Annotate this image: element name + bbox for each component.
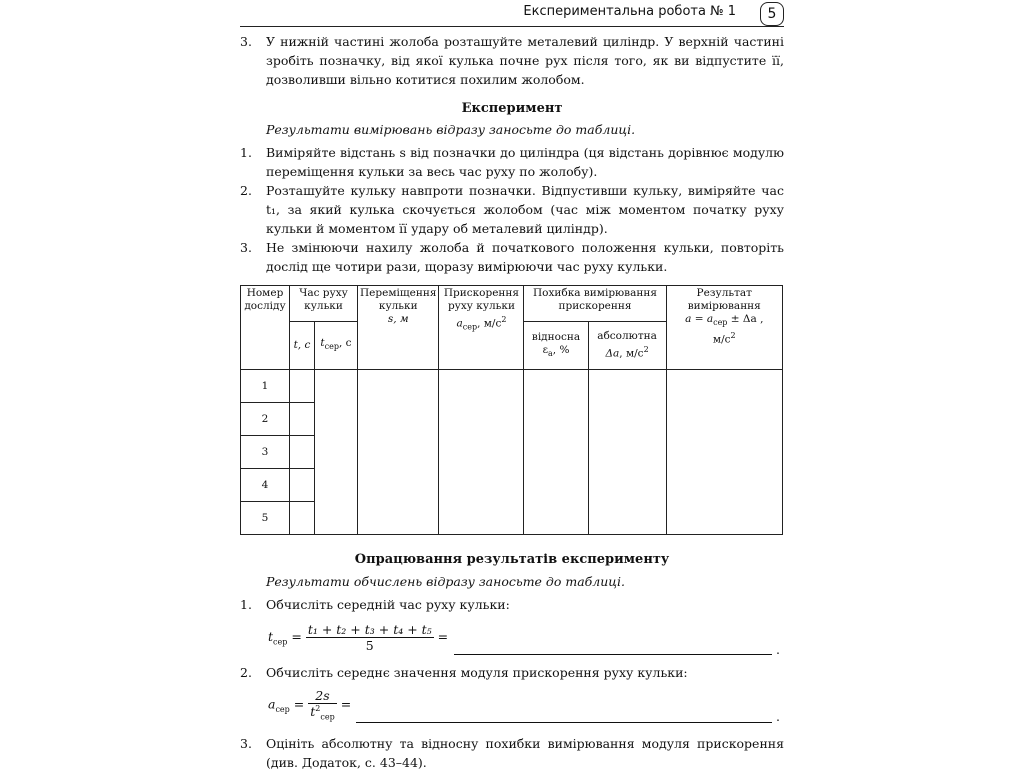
formula1-numerator: t₁ + t₂ + t₃ + t₄ + t₅ bbox=[307, 622, 432, 637]
results-table bbox=[240, 285, 783, 535]
col-result-header bbox=[666, 286, 782, 370]
step-text: Обчисліть середній час руху кульки: bbox=[266, 597, 510, 612]
page-number-badge: 5 bbox=[760, 2, 784, 26]
accel-sq: 2 bbox=[501, 315, 507, 324]
table-row bbox=[241, 370, 783, 403]
col-t-header bbox=[290, 322, 315, 370]
col-time-header: Час руху кульки bbox=[290, 286, 358, 322]
col-displacement-header bbox=[358, 286, 439, 370]
step-text: Розташуйте кульку навпроти позначки. Відпустивши кульку, виміряйте час t₁, за який кулька скочується жолобом (час між моментом початку руху кульки й моментом її удару об металевий циліндр). bbox=[266, 183, 784, 236]
formula1-eq: = bbox=[291, 629, 302, 644]
col-accel-header bbox=[439, 286, 524, 370]
step-number: 3. bbox=[240, 736, 252, 751]
row-number: 3 bbox=[241, 436, 290, 469]
row-number: 4 bbox=[241, 469, 290, 502]
displacement-label: Переміщення кульки bbox=[360, 287, 437, 312]
answer-line-2[interactable] bbox=[356, 722, 772, 723]
tavg-sub: сер bbox=[324, 342, 339, 352]
step-text: У нижній частині жолоба розташуйте металевий циліндр. У верхній частині зробіть позначку, від якої кулька почне рух після того, як ви відпустите її, дозволивши вільно котитися похилим жолобом. bbox=[266, 34, 784, 87]
result-sq: 2 bbox=[730, 331, 736, 341]
formula2-lhs: a bbox=[268, 696, 276, 712]
t-label: t, с bbox=[293, 339, 311, 351]
formula-average-time bbox=[268, 622, 448, 653]
formula1-lhs-sub: сер bbox=[273, 637, 288, 647]
answer-dot-2: . bbox=[776, 709, 780, 724]
cell-rel-error[interactable] bbox=[524, 370, 588, 535]
cell-t[interactable] bbox=[290, 469, 315, 502]
step-number: 2. bbox=[240, 183, 252, 198]
step-number: 2. bbox=[240, 665, 252, 680]
cell-accel[interactable] bbox=[439, 370, 524, 535]
accel-sub: сер bbox=[462, 322, 478, 332]
processing-step-3 bbox=[240, 734, 784, 772]
cell-result[interactable] bbox=[666, 370, 782, 535]
formula2-lhs-sub: сер bbox=[275, 704, 290, 714]
cell-t[interactable] bbox=[290, 502, 315, 535]
abs-sq: 2 bbox=[643, 345, 649, 355]
tavg-unit: , с bbox=[338, 337, 352, 350]
cell-t[interactable] bbox=[290, 370, 315, 403]
result-formula-a: a = a bbox=[685, 313, 714, 325]
formula-average-accel bbox=[268, 688, 351, 722]
processing-step-2 bbox=[240, 663, 784, 682]
formula1-denominator: 5 bbox=[365, 638, 374, 653]
col-error-header: Похибка вимірювання прискорення bbox=[524, 286, 666, 322]
accel-sym: a bbox=[456, 317, 463, 330]
cell-abs-error[interactable] bbox=[588, 370, 666, 535]
rel-label: відносна bbox=[531, 330, 581, 343]
formula2-eq2: = bbox=[340, 696, 352, 712]
displacement-unit: s, м bbox=[387, 313, 409, 325]
formula2-den-sym: t bbox=[310, 704, 316, 720]
formula1-lhs: t bbox=[268, 629, 274, 644]
abs-unit: , м/с bbox=[619, 347, 644, 360]
abs-label: абсолютна bbox=[597, 330, 657, 343]
accel-label: Прискорення руху кульки bbox=[443, 287, 520, 312]
experiment-step-1 bbox=[240, 143, 784, 181]
page-header bbox=[240, 0, 784, 27]
accel-unit: , м/с bbox=[477, 317, 502, 330]
tavg-sym: t bbox=[320, 337, 325, 350]
formula2-denominator bbox=[308, 704, 336, 722]
col-abs-header bbox=[588, 322, 666, 370]
step-text: Оцініть абсолютну та відносну похибки вимірювання модуля прискорення (див. Додаток, с. 43–44). bbox=[266, 736, 784, 770]
experiment-step-2 bbox=[240, 181, 784, 238]
result-label: Результат вимірювання bbox=[687, 287, 761, 312]
cell-displacement[interactable] bbox=[358, 370, 439, 535]
step-text: Не змінюючи нахилу жолоба й початкового положення кульки, повторіть дослід ще чотири рази, щоразу вимірюючи час руху кульки. bbox=[266, 240, 784, 274]
experiment-heading: Експеримент bbox=[461, 101, 563, 116]
processing-note: Результати обчислень відразу заносьте до таблиці. bbox=[266, 574, 625, 589]
rel-unit: , % bbox=[552, 343, 570, 356]
formula2-eq: = bbox=[293, 696, 305, 712]
rel-sym: ε bbox=[542, 343, 549, 356]
col-rel-header bbox=[524, 322, 588, 370]
row-number: 1 bbox=[241, 370, 290, 403]
formula2-den-sub: сер bbox=[320, 712, 335, 722]
formula2-den-sup: 2 bbox=[315, 704, 321, 713]
formula1-eq2: = bbox=[437, 629, 449, 644]
formula1-fraction bbox=[306, 622, 434, 653]
step-number: 3. bbox=[240, 240, 252, 255]
processing-step-1 bbox=[240, 595, 784, 614]
experiment-step-3 bbox=[240, 238, 784, 276]
row-number: 2 bbox=[241, 403, 290, 436]
cell-t[interactable] bbox=[290, 403, 315, 436]
step-number: 1. bbox=[240, 597, 252, 612]
header-title: Експериментальна робота № 1 bbox=[523, 4, 736, 19]
step-number: 1. bbox=[240, 145, 252, 160]
formula2-numerator: 2s bbox=[308, 688, 336, 704]
col-number-header: Номер досліду bbox=[241, 286, 290, 370]
result-formula-sub: сер bbox=[713, 318, 728, 328]
abs-sym: Δa bbox=[605, 347, 620, 360]
answer-dot-1: . bbox=[776, 642, 780, 657]
workbook-page bbox=[240, 0, 784, 768]
step-text: Обчисліть середнє значення модуля прискорення руху кульки: bbox=[266, 665, 688, 680]
experiment-note: Результати вимірювань відразу заносьте до таблиці. bbox=[266, 122, 636, 137]
result-formula-rest: ± Δa , bbox=[727, 313, 764, 325]
intro-step-3 bbox=[240, 32, 784, 89]
step-text: Виміряйте відстань s від позначки до циліндра (ця відстань дорівнює модулю переміщення кульки за весь час руху по жолобу). bbox=[266, 145, 784, 179]
rel-sub: a bbox=[548, 349, 553, 359]
step-number: 3. bbox=[240, 34, 252, 49]
cell-tavg[interactable] bbox=[314, 370, 357, 535]
col-tavg-header bbox=[314, 322, 357, 370]
answer-line-1[interactable] bbox=[454, 654, 772, 655]
formula2-fraction bbox=[308, 688, 336, 722]
result-unit: м/с bbox=[712, 333, 731, 346]
processing-heading: Опрацювання результатів експерименту bbox=[354, 552, 670, 567]
cell-t[interactable] bbox=[290, 436, 315, 469]
row-number: 5 bbox=[241, 502, 290, 535]
